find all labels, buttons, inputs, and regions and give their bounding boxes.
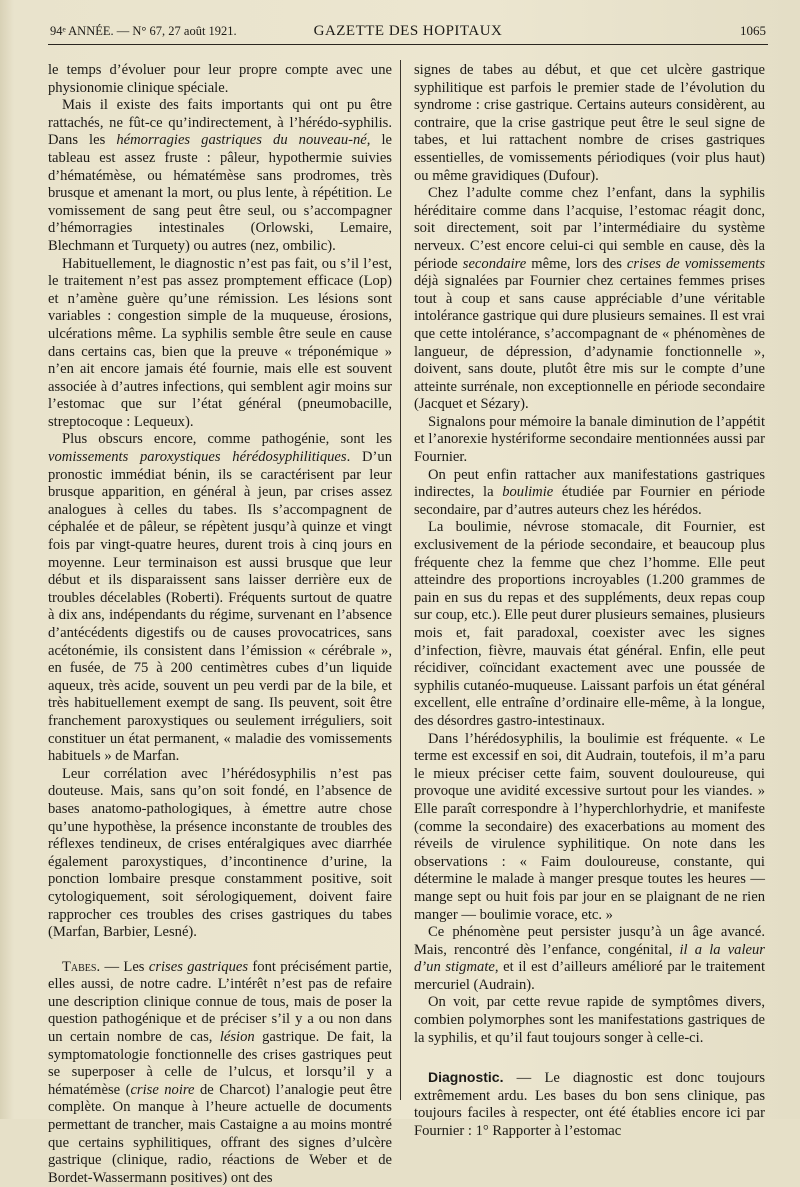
diagnostic-section: Diagnostic. — Le diagnostic est donc toujours extrêmement ardu. Les bases du bon sens clinique, pas toujours faciles à respecter, ont été établies encore ici par Fournier : 1° Rapporter à l’estomac	[414, 1069, 765, 1140]
left-column	[48, 62, 392, 1187]
journal-title: GAZETTE DES HOPITAUX	[313, 23, 503, 39]
section-lead: Tabes.	[62, 958, 101, 975]
paragraph: Mais il existe des faits importants qui ont pu être rattachés, ne fût-ce qu’indirectement, à l’hérédo-syphilis. Dans les hémorragies gastriques du nouveau-né, le tableau est assez fruste : pâleur, hypothermie suivies d’hématémèse, ou hématémèse sans prodromes, très brusque et amenant la mort, ou plus lente, à répétition. Le vomissement de sang peut être seul, ou s’accompagner d’hémorragies intestinales (Orlowski, Lemaire, Blechmann et Turquety) ou autres (nez, ombilic).	[48, 97, 392, 254]
page-header	[50, 20, 766, 42]
paragraph: Plus obscurs encore, comme pathogénie, sont les vomissements paroxystiques hérédosyphilitiques. D’un pronostic immédiat bénin, ils se caractérisent par leur brusque apparition, en général à jeun, par crises assez analogues à celles du tabes. Ils s’accompagnent de céphalée et de pâleur, se répètent jusqu’à quinze et vingt fois par vingt-quatre heures, durent trois à cinq jours en moyenne. Leur terminaison est aussi brusque que leur début et ils disparaissent sans laisser derrière eux de troubles décelables (Roberti). Fréquents surtout de quatre à dix ans, indépendants du régime, survenant en l’absence d’antécédents digestifs ou de causes provocatrices, sans acétonémie, ils consistent dans l’émission « cérébrale », en fusée, de 75 à 200 centimètres cubes d’un liquide aqueux, très acide, souvent un peu verdi par de la bile, et très habituellement exempt de sang. Ils peuvent, soit être franchement paroxystiques ou seulement irréguliers, soit constituer un état permanent, « maladie des vomissements habituels » de Marfan.	[48, 431, 392, 765]
paragraph: On peut enfin rattacher aux manifestations gastriques indirectes, la boulimie étudiée par Fournier en période secondaire, par d’autres auteurs chez les hérédos.	[414, 466, 765, 518]
paragraph: Chez l’adulte comme chez l’enfant, dans la syphilis héréditaire comme dans l’acquise, l’estomac réagit donc, soit directement, soit par l’intermédiaire du système nerveux. C’est encore celui-ci qui semble en cause, dès la période secondaire même, lors des crises de vomissements déjà signalées par Fournier chez certaines femmes prises tout à coup et sans cause appréciable d’une véritable intolérance gastrique qui dure plusieurs semaines. Il est vrai que cette intolérance, s’accompagnant de « phénomènes de langueur, de dépression, d’adynamie fonctionnelle », doivent, sans doute, plutôt être mis sur le compte d’une atteinte surrénale, non exceptionnelle en période secondaire (Jacquet et Sézary).	[414, 185, 765, 413]
paragraph: le temps d’évoluer pour leur propre compte avec une physionomie clinique spéciale.	[48, 62, 392, 96]
paragraph: Habituellement, le diagnostic n’est pas fait, ou s’il l’est, le traitement n’est pas assez promptement efficace (Lop) et n’amène guère qu’une rémission. Les lésions sont variables : congestion simple de la muqueuse, érosions, ulcérations même. La syphilis semble être seule en cause dans certains cas, bien que la preuve « tréponémique » n’en ait encore jamais été fournie, mais elle est souvent associée à d’autres infections, qui semblent agir moins sur l’estomac que sur l’état général (pneumobacille, streptocoque : Lequeux).	[48, 255, 392, 430]
right-column	[414, 62, 765, 1141]
paragraph: Leur corrélation avec l’hérédosyphilis n’est pas douteuse. Mais, sans qu’on soit fondé, en l’absence de bases anatomo-pathologiques, à émettre autre chose qu’une hypothèse, la présence inconstante de troubles des réflexes tendineux, de crises entéralgiques avec diarrhée également paroxystiques, d’incontinence d’urine, la ponction lombaire presque constamment positive, soit cytologiquement, soit sérologiquement, doivent faire rapprocher ces troubles des crises gastriques du tabes (Marfan, Barbier, Lesné).	[48, 765, 392, 941]
issue-info: 94ᵉ ANNÉE. — N° 67, 27 août 1921.	[50, 24, 237, 38]
page-number: 1065	[740, 23, 766, 38]
section-lead: Diagnostic.	[428, 1069, 504, 1086]
column-divider	[400, 60, 401, 1100]
paragraph: Signalons pour mémoire la banale diminution de l’appétit et l’anorexie hystériforme secondaire mentionnées aussi par Fournier.	[414, 413, 765, 466]
tabes-section: Tabes. — Les crises gastriques font précisément partie, elles aussi, de notre cadre. L’intérêt n’est pas de refaire une description clinique connue de tous, mais de poser la question pathogénique et de préciser s’il y a ou non dans un certain nombre de cas, lésion gastrique. De fait, la symptomatologie fonctionnelle des crises gastriques peut se superposer à celle de l’ulcus, et lorsqu’il y a hématémèse (crise noire de Charcot) l’analogie peut être complète. On manque à l’heure actuelle de documents permettant de trancher, mais Castaigne a au moins montré que certains syphilitiques, offrant des signes d’ulcère gastrique (clinique, radio, réactions de Weber et de Bordet-Wassermann positives) ont des	[48, 958, 392, 1186]
header-rule	[48, 44, 768, 45]
paragraph: Ce phénomène peut persister jusqu’à un âge avancé. Mais, rencontré dès l’enfance, congénital, il a la valeur d’un stigmate, et il est d’ailleurs amélioré par le traitement mercuriel (Audrain).	[414, 924, 765, 993]
paragraph: On voit, par cette revue rapide de symptômes divers, combien polymorphes sont les manifestations gastriques de la syphilis, et qu’il faut toujours songer à celle-ci.	[414, 994, 765, 1046]
paragraph: La boulimie, névrose stomacale, dit Fournier, est exclusivement de la période secondaire, et beaucoup plus fréquente chez la femme que chez l’homme. Elle peut atteindre des proportions incroyables (1.200 grammes de pain en sus du repas et des suppléments, deux repas coup sur coup, etc.). Elle peut durer plusieurs semaines, plusieurs mois et, fait paradoxal, coexister avec les signes d’infection, fièvre, mauvais état général. Enfin, elle peut récidiver, coïncidant exactement avec une poussée de syphilis cutanéo-muqueuse. Laissant parfois un état général excellent, elle entraîne d’ordinaire elle-même, à la longue, des désordres gastro-intestinaux.	[414, 519, 765, 729]
paragraph: Dans l’hérédosyphilis, la boulimie est fréquente. « Le terme est excessif en soi, dit Audrain, toutefois, il m’a paru le mieux préciser cette faim, souvent douloureuse, qui provoque une avidité excessive surtout pour les viandes. » Elle paraît correspondre à l’hyperchlorhydrie, et manifeste (comme la secondaire) des exacerbations au moment des réveils de virulence syphilitique. On note dans les observations : « Faim douloureuse, constante, qui détermine le malade à manger presque toutes les heures — mange sept ou huit fois par jour en se plaignant de ne rien manger — boulimie vorace, etc. »	[414, 730, 765, 923]
paragraph: signes de tabes au début, et que cet ulcère gastrique syphilitique est parfois le premier stade de l’évolution du syndrome : crise gastrique. Certains auteurs considèrent, au contraire, que la crise gastrique peut être le seul signe de tabes, et lui rattachent nombre de crises gastriques essentielles, de vomissements périodiques (voir plus haut) ou même gravidiques (Dufour).	[414, 62, 765, 184]
